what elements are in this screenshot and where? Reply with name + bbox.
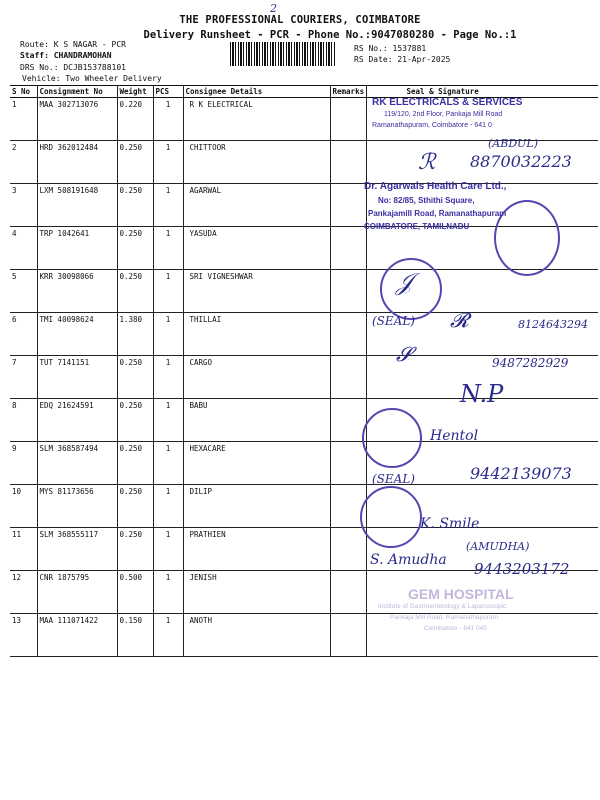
cell-weight: 0.250: [117, 270, 153, 313]
cell-weight: 0.250: [117, 399, 153, 442]
col-consignee: Consignee Details: [183, 86, 330, 98]
cell-consignment: HRD 362012484: [37, 141, 117, 184]
cell-consignee: THILLAI: [183, 313, 330, 356]
gem-stamp-city: Coimbatore - 641 045: [424, 625, 487, 632]
cell-consignee: SRI VIGNESHWAR: [183, 270, 330, 313]
col-sno: S No: [10, 86, 37, 98]
cell-sno: 11: [10, 528, 37, 571]
cell-consignment: TUT 7141151: [37, 356, 117, 399]
cell-weight: 0.250: [117, 528, 153, 571]
rk-stamp-address-2: Ramanathapuram, Coimbatore - 641 0: [372, 122, 492, 129]
col-pcs: PCS: [153, 86, 183, 98]
cell-remarks: [330, 442, 366, 485]
drs-number: DRS No.: DCJB153788101: [20, 63, 126, 72]
cell-pcs: 1: [153, 442, 183, 485]
col-remarks: Remarks: [330, 86, 366, 98]
cell-consignee: R K ELECTRICAL: [183, 98, 330, 141]
phone-row-12: 9443203172: [474, 560, 570, 578]
signature-row-2: ℛ: [418, 150, 436, 175]
rs-number: RS No.: 1537881: [354, 44, 427, 53]
cell-sno: 10: [10, 485, 37, 528]
cell-sno: 8: [10, 399, 37, 442]
cell-consignee: CHITTOOR: [183, 141, 330, 184]
cell-pcs: 1: [153, 356, 183, 399]
cell-consignment: CNR 1875795: [37, 571, 117, 614]
cell-consignment: LXM 508191648: [37, 184, 117, 227]
cell-consignee: YASUDA: [183, 227, 330, 270]
signature-row-8: N.P: [460, 380, 504, 408]
cell-weight: 0.250: [117, 356, 153, 399]
col-seal: Seal & Signature: [366, 86, 598, 98]
cell-consignment: MAA 111071422: [37, 614, 117, 657]
cell-consignee: HEXACARE: [183, 442, 330, 485]
cell-remarks: [330, 98, 366, 141]
cell-sno: 5: [10, 270, 37, 313]
cell-remarks: [330, 270, 366, 313]
cell-consignee: DILIP: [183, 485, 330, 528]
cell-pcs: 1: [153, 184, 183, 227]
cell-weight: 0.220: [117, 98, 153, 141]
cell-remarks: [330, 614, 366, 657]
note-abdul: (ABDUL): [488, 137, 539, 150]
cell-pcs: 1: [153, 270, 183, 313]
cell-pcs: 1: [153, 313, 183, 356]
cell-pcs: 1: [153, 98, 183, 141]
document-title: THE PROFESSIONAL COURIERS, COIMBATORE: [179, 14, 421, 26]
signature-row-12: S. Amudha: [370, 552, 447, 568]
cell-consignee: PRATHIEN: [183, 528, 330, 571]
cell-sno: 3: [10, 184, 37, 227]
cell-remarks: [330, 141, 366, 184]
cell-remarks: [330, 313, 366, 356]
cell-consignment: TMI 40098624: [37, 313, 117, 356]
signature-row-9: Hentol: [430, 428, 479, 444]
hexacare-round-seal: [362, 408, 422, 468]
phone-row-7: 9487282929: [492, 356, 569, 370]
cell-pcs: 1: [153, 141, 183, 184]
document-subtitle: Delivery Runsheet - PCR - Phone No.:9047080280 - Page No.:1: [143, 29, 517, 41]
cell-pcs: 1: [153, 227, 183, 270]
cell-remarks: [330, 184, 366, 227]
cell-consignment: SLM 368587494: [37, 442, 117, 485]
cell-remarks: [330, 227, 366, 270]
cell-weight: 0.250: [117, 141, 153, 184]
cell-remarks: [330, 399, 366, 442]
cell-sno: 2: [10, 141, 37, 184]
cell-consignee: CARGO: [183, 356, 330, 399]
cell-weight: 0.250: [117, 184, 153, 227]
cell-pcs: 1: [153, 485, 183, 528]
cell-remarks: [330, 571, 366, 614]
agarwal-stamp: Dr. Agarwals Health Care Ltd.,: [364, 181, 507, 192]
cell-sno: 1: [10, 98, 37, 141]
cell-weight: 0.250: [117, 227, 153, 270]
table-row: [10, 485, 598, 528]
cell-weight: 0.500: [117, 571, 153, 614]
rs-date: RS Date: 21-Apr-2025: [354, 55, 451, 64]
table-row: [10, 270, 598, 313]
staff-label: Staff: CHANDRAMOHAN: [20, 51, 112, 60]
agarwal-stamp-address-3: COIMBATORE, TAMILNADU: [364, 222, 470, 231]
col-consignment: Consignment No: [37, 86, 117, 98]
phone-row-6: 8124643294: [518, 318, 588, 331]
phone-row-10: 9442139073: [470, 464, 572, 483]
seal-note-row-6: (SEAL): [372, 314, 415, 328]
cell-sno: 13: [10, 614, 37, 657]
table-row: [10, 313, 598, 356]
yasuda-round-seal: [494, 200, 560, 276]
cell-sno: 7: [10, 356, 37, 399]
table-header-row: [10, 86, 598, 98]
cell-consignment: EDQ 21624591: [37, 399, 117, 442]
cell-pcs: 1: [153, 399, 183, 442]
gem-stamp-line: Institute of Gastroenterology & Laparoscopic: [378, 603, 507, 610]
cell-weight: 0.150: [117, 614, 153, 657]
cell-pcs: 1: [153, 614, 183, 657]
cell-sno: 12: [10, 571, 37, 614]
cell-consignee: JENISH: [183, 571, 330, 614]
route-label: Route: K S NAGAR - PCR: [20, 40, 126, 49]
cell-consignment: TRP 1042641: [37, 227, 117, 270]
signature-row-7: 𝓢: [396, 342, 412, 366]
cell-consignment: SLM 368555117: [37, 528, 117, 571]
signature-row-11: K. Smile: [420, 516, 480, 532]
prathien-round-seal: [360, 486, 422, 548]
phone-row-2: 8870032223: [470, 152, 572, 171]
gem-hospital-stamp: GEM HOSPITAL: [408, 586, 514, 602]
seal-note-row-10: (SEAL): [372, 472, 415, 486]
cell-sno: 9: [10, 442, 37, 485]
cell-pcs: 1: [153, 528, 183, 571]
cell-consignment: KRR 30098066: [37, 270, 117, 313]
table-row: [10, 614, 598, 657]
cell-sno: 4: [10, 227, 37, 270]
cell-consignment: MAA 302713076: [37, 98, 117, 141]
page-mark: 2: [270, 2, 277, 15]
gem-stamp-address: Pankaja Mill Road, Ramanathapuram: [390, 614, 499, 621]
rk-stamp-address-1: 119/120, 2nd Floor, Pankaja Mill Road: [384, 111, 503, 118]
agarwal-stamp-address-1: No: 82/85, Sthithi Square,: [378, 196, 475, 205]
barcode: [230, 42, 336, 66]
cell-consignment: MYS 81173656: [37, 485, 117, 528]
cell-remarks: [330, 528, 366, 571]
cell-remarks: [330, 356, 366, 399]
cell-consignee: BABU: [183, 399, 330, 442]
note-amudha: (AMUDHA): [466, 540, 530, 553]
table-row: [10, 399, 598, 442]
cell-pcs: 1: [153, 571, 183, 614]
signature-row-6: 𝓡: [450, 308, 469, 332]
agarwal-stamp-address-2: Pankajamill Road, Ramanathapuram: [368, 209, 507, 218]
cell-weight: 0.250: [117, 485, 153, 528]
rk-electricals-stamp: RK ELECTRICALS & SERVICES: [372, 97, 523, 108]
col-weight: Weight: [117, 86, 153, 98]
cell-sno: 6: [10, 313, 37, 356]
cell-consignee: ANOTH: [183, 614, 330, 657]
vehicle-label: Vehicle: Two Wheeler Delivery: [22, 74, 162, 83]
signature-row-5: 𝒥: [396, 268, 413, 296]
cell-weight: 1.380: [117, 313, 153, 356]
cell-consignee: AGARWAL: [183, 184, 330, 227]
cell-weight: 0.250: [117, 442, 153, 485]
